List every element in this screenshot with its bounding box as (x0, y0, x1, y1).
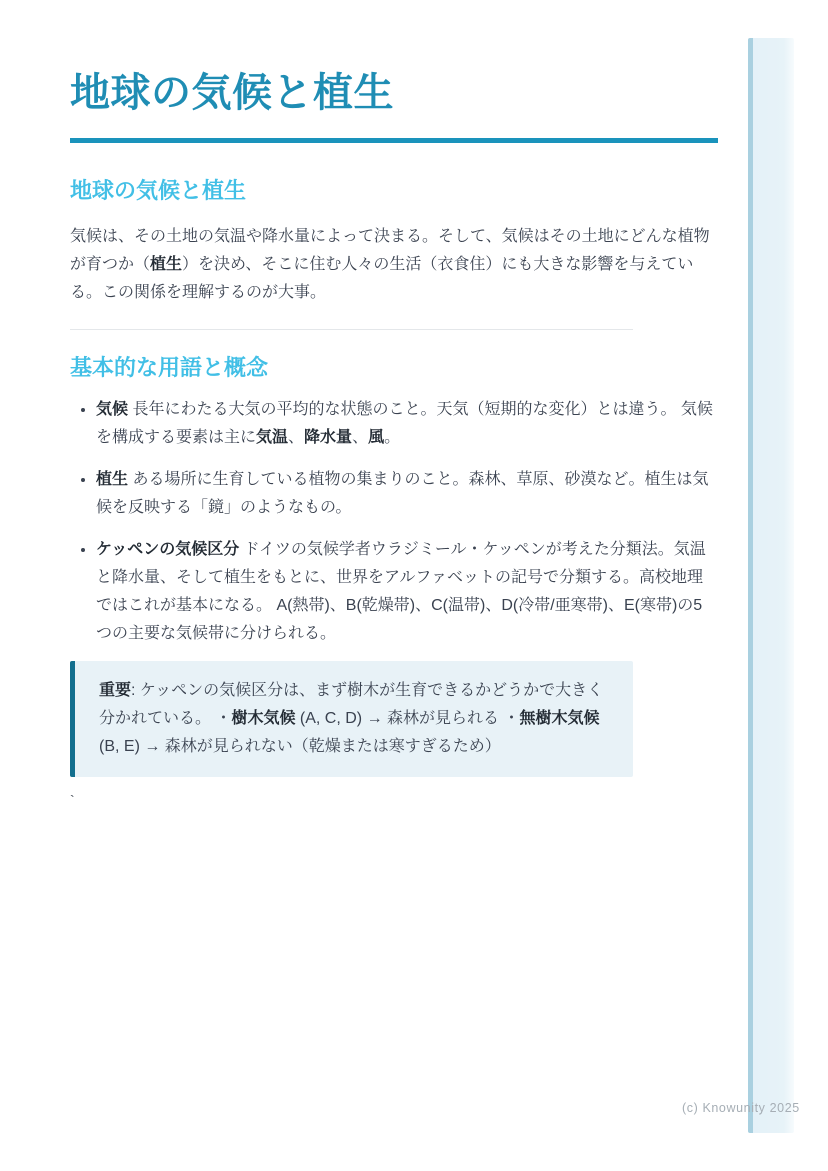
title-underline-rule (70, 138, 718, 143)
copyright-note: (c) Knowunity 2025 (682, 1101, 800, 1115)
section-heading-terms: 基本的な用語と概念 (70, 355, 269, 380)
list-item-koppen: • ケッペンの気候区分 ドイツの気候学者ウラジミール・ケッペンが考えた分類法。気温と降水量、そして植生をもとに、世界をアルファベットの記号で分類する。高校地理ではこれが基本になる。 A(熱帯)、B(乾燥帯)、C(温帯)、D(冷帯/亜寒帯)、E(寒帯)の5つの主要な気候帯に分けられる。 (96, 535, 718, 648)
document-content (70, 0, 718, 807)
list-item-kikou: • 気候 長年にわたる大気の平均的な状態のこと。天気（短期的な変化）とは違う。 気候を構成する要素は主に気温、降水量、風。 (96, 395, 718, 452)
page-edge-accent-bar (748, 38, 794, 1133)
page-title: 地球の気候と植生 (70, 71, 394, 115)
terms-list (70, 395, 718, 648)
section-heading-intro: 地球の気候と植生 (70, 178, 247, 203)
intro-paragraph: 気候は、その土地の気温や降水量によって決まる。そして、気候はその土地にどんな植物が育つか（植生）を決め、そこに住む人々の生活（衣食住）にも大きな影響を与えている。この関係を理解するのが大事。 (70, 228, 710, 301)
list-item-shokusei: • 植生 ある場所に生育している植物の集まりのこと。森林、草原、砂漠など。植生は気候を反映する「鏡」のようなもの。 (96, 465, 718, 522)
important-callout (70, 661, 633, 777)
stray-backtick: ` (70, 792, 75, 808)
section-divider (70, 329, 633, 330)
important-callout-text: 重要: ケッペンの気候区分は、まず樹木が生育できるかどうかで大きく分かれている。 ・樹木気候 (A, C, D) → 森林が見られる ・無樹木気候 (B, E) → 森林が見られない（乾燥または寒すぎるため） (99, 682, 604, 755)
